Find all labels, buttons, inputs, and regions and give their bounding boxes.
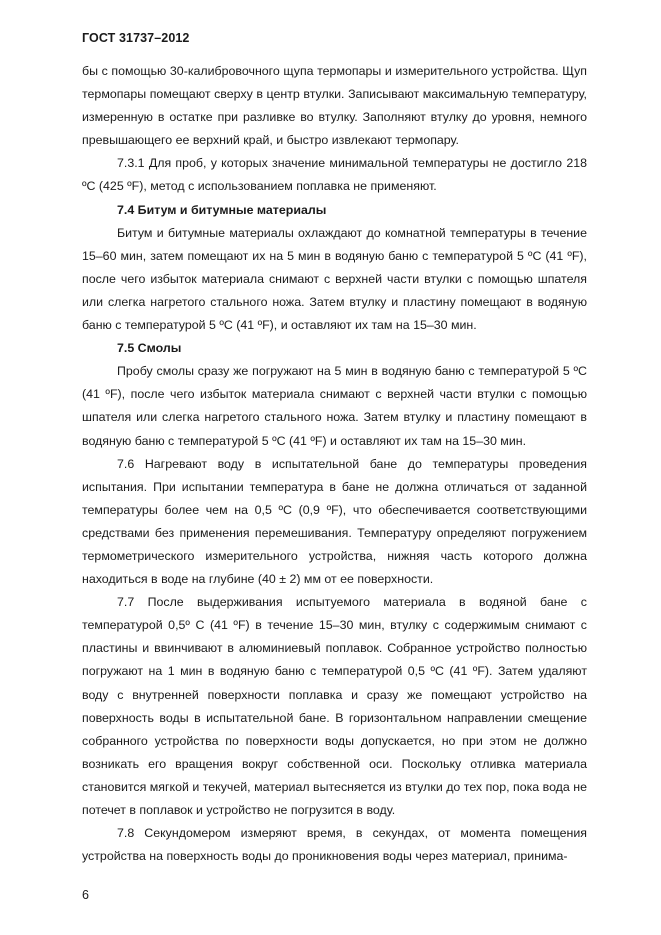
- section-heading: 7.4 Битум и битумные материалы: [117, 202, 327, 217]
- document-header: ГОСТ 31737–2012: [82, 31, 190, 45]
- document-body: [82, 60, 587, 868]
- paragraph: Битум и битумные материалы охлаждают до комнатной температуры в течение 15–60 мин, затем помещают их на 5 мин в водяную баню с температурой 5 ºC (41 ºF), после чего избыток материала снимают с верхней части втулки с помощью шпателя или слегка нагретого стального ножа. Затем втулку и пластину помещают в водяную баню с температурой 5 ºC (41 ºF), и оставляют их там на 15–30 мин.: [82, 225, 587, 333]
- paragraph: 7.6 Нагревают воду в испытательной бане до температуры проведения испытания. При испытании температура в бане не должна отличаться от заданной температуры более чем на 0,5 ºC (0,9 ºF), что обеспечивается соответствующими средствами без применения перемешивания. Температуру определяют погружением термометрического измерительного устройства, нижняя часть которого должна находиться в воде на глубине (40 ± 2) мм от ее поверхности.: [82, 456, 587, 587]
- paragraph: Пробу смолы сразу же погружают на 5 мин в водяную баню с температурой 5 ºC (41 ºF), после чего избыток материала снимают с верхней части втулки с помощью шпателя или слегка нагретого стального ножа. Затем втулку и пластину помещают в водяную баню с температурой 5 ºC (41 ºF) и оставляют их там на 15–30 мин.: [82, 364, 587, 448]
- section-heading: 7.5 Смолы: [117, 341, 182, 356]
- paragraph: 7.8 Секундомером измеряют время, в секундах, от момента помещения устройства на поверхность воды до проникновения воды через материал, принима-: [82, 826, 587, 864]
- paragraph: 7.7 После выдерживания испытуемого материала в водяной бане с температурой 0,5º C (41 ºF) в течение 15–30 мин, втулку с содержимым снимают с пластины и ввинчивают в алюминиевый поплавок. Собранное устройство полностью погружают на 1 мин в водяную баню с температурой 0,5 ºC (41 ºF). Затем удаляют воду с внутренней поверхности поплавка и сразу же помещают устройство на поверхность воды в испытательной бане. В горизонтальном направлении смещение собранного устройства по поверхности воды допускается, но при этом не должно возникать его вращения вокруг собственной оси. Поскольку отливка материала становится мягкой и текучей, материал вытесняется из втулки до тех пор, пока вода не потечет в поплавок и устройство не погрузится в воду.: [82, 595, 587, 817]
- page-number: 6: [82, 888, 89, 902]
- paragraph: 7.3.1 Для проб, у которых значение минимальной температуры не достигло 218 ºC (425 ºF), метод с использованием поплавка не применяют.: [82, 156, 587, 194]
- paragraph: бы с помощью 30-калибровочного щупа термопары и измерительного устройства. Щуп термопары помещают сверху в центр втулки. Записывают максимальную температуру, измеренную в остатке при разливке во втулку. Заполняют втулку до уровня, немного превышающего ее верхний край, и быстро извлекают термопару.: [82, 64, 587, 148]
